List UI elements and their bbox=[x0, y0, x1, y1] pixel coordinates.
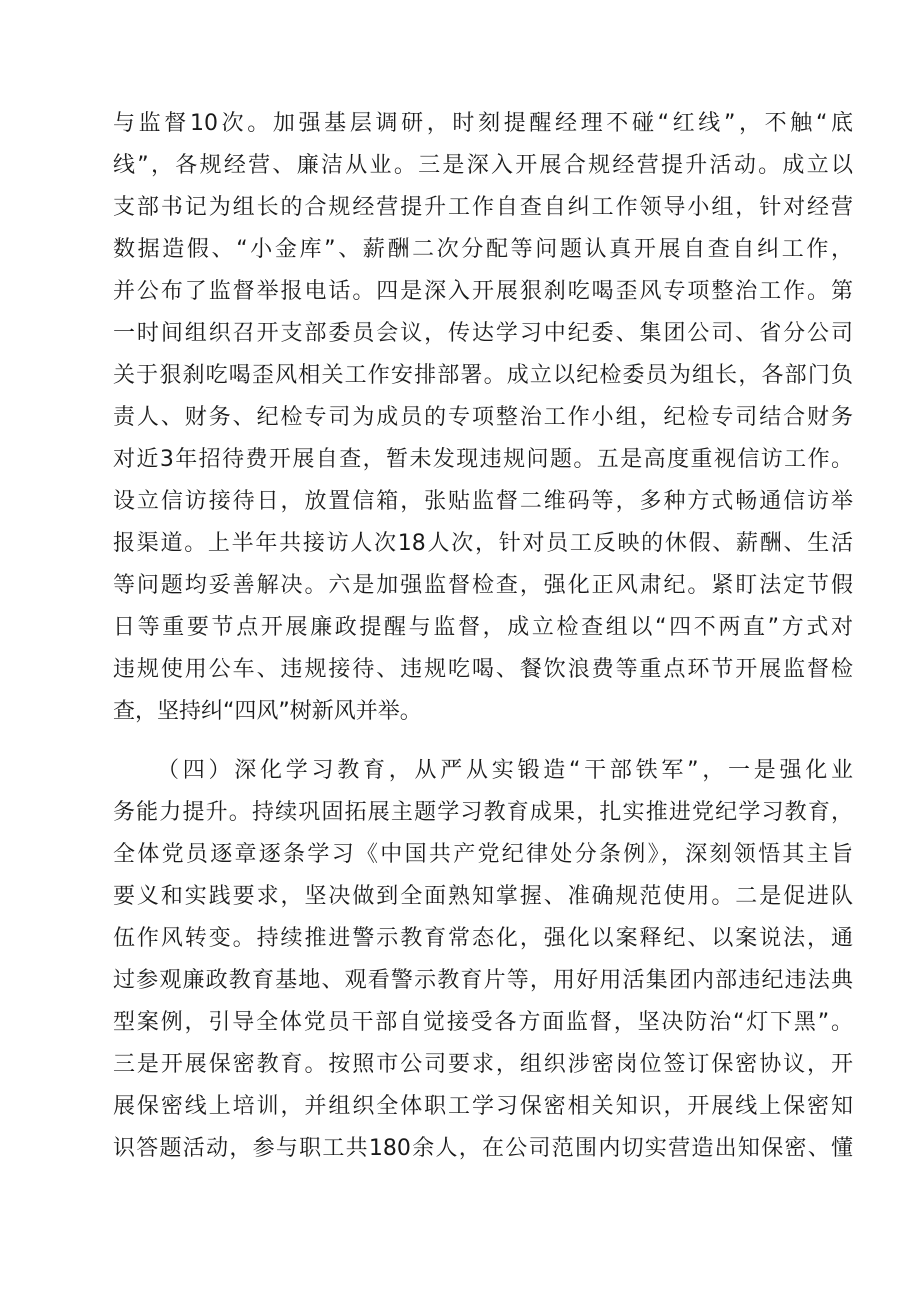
text-line: 报渠道。上半年共接访人次18人次，针对员工反映的休假、薪酬、生活 bbox=[113, 531, 853, 556]
text-line: 伍作风转变。持续推进警示教育常态化，强化以案释纪、以案说法，通 bbox=[113, 926, 853, 951]
text-line: 责人、财务、纪检专司为成员的专项整治工作小组，纪检专司结合财务 bbox=[113, 405, 853, 430]
text-line: 数据造假、“小金库”、薪酬二次分配等问题认真开展自查自纠工作， bbox=[113, 237, 853, 262]
text-line: 型案例，引导全体党员干部自觉接受各方面监督，坚决防治“灯下黑”。 bbox=[113, 1010, 853, 1035]
text-line: 等问题均妥善解决。六是加强监督检查，强化正风肃纪。紧盯法定节假 bbox=[113, 573, 853, 598]
text-line: 设立信访接待日，放置信箱，张贴监督二维码等，多种方式畅通信访举 bbox=[113, 489, 853, 514]
text-line: 务能力提升。持续巩固拓展主题学习教育成果，扎实推进党纪学习教育， bbox=[113, 800, 853, 825]
text-line: 对近3年招待费开展自查，暂未发现违规问题。五是高度重视信访工作。 bbox=[113, 447, 853, 472]
text-line: 与监督10次。加强基层调研，时刻提醒经理不碰“红线”，不触“底 bbox=[113, 111, 853, 136]
text-line: 识答题活动，参与职工共180余人，在公司范围内切实营造出知保密、懂 bbox=[113, 1136, 853, 1161]
text-line: 关于狠刹吃喝歪风相关工作安排部署。成立以纪检委员为组长，各部门负 bbox=[113, 363, 853, 388]
paragraph-supervision bbox=[113, 103, 853, 733]
text-line: （四）深化学习教育，从严从实锻造“干部铁军”，一是强化业 bbox=[157, 758, 853, 783]
text-line: 过参观廉政教育基地、观看警示教育片等，用好用活集团内部违纪违法典 bbox=[113, 968, 853, 993]
text-line: 三是开展保密教育。按照市公司要求，组织涉密岗位签订保密协议，开 bbox=[113, 1052, 853, 1077]
text-line: 一时间组织召开支部委员会议，传达学习中纪委、集团公司、省分公司 bbox=[113, 321, 853, 346]
text-line: 并公布了监督举报电话。四是深入开展狠刹吃喝歪风专项整治工作。第 bbox=[113, 279, 853, 304]
text-line: 日等重要节点开展廉政提醒与监督，成立检查组以“四不两直”方式对 bbox=[113, 615, 853, 640]
text-line: 支部书记为组长的合规经营提升工作自查自纠工作领导小组，针对经营 bbox=[113, 195, 853, 220]
text-line: 全体党员逐章逐条学习《中国共产党纪律处分条例》，深刻领悟其主旨 bbox=[113, 842, 853, 867]
text-line: 展保密线上培训，并组织全体职工学习保密相关知识，开展线上保密知 bbox=[113, 1094, 853, 1119]
paragraph-education bbox=[113, 750, 853, 1170]
text-line: 违规使用公车、违规接待、违规吃喝、餐饮浪费等重点环节开展监督检 bbox=[113, 657, 853, 682]
text-line: 线”，各规经营、廉洁从业。三是深入开展合规经营提升活动。成立以 bbox=[113, 153, 853, 178]
text-line: 要义和实践要求，坚决做到全面熟知掌握、准确规范使用。二是促进队 bbox=[113, 884, 853, 909]
text-line: 查，坚持纠“四风”树新风并举。 bbox=[113, 699, 422, 724]
